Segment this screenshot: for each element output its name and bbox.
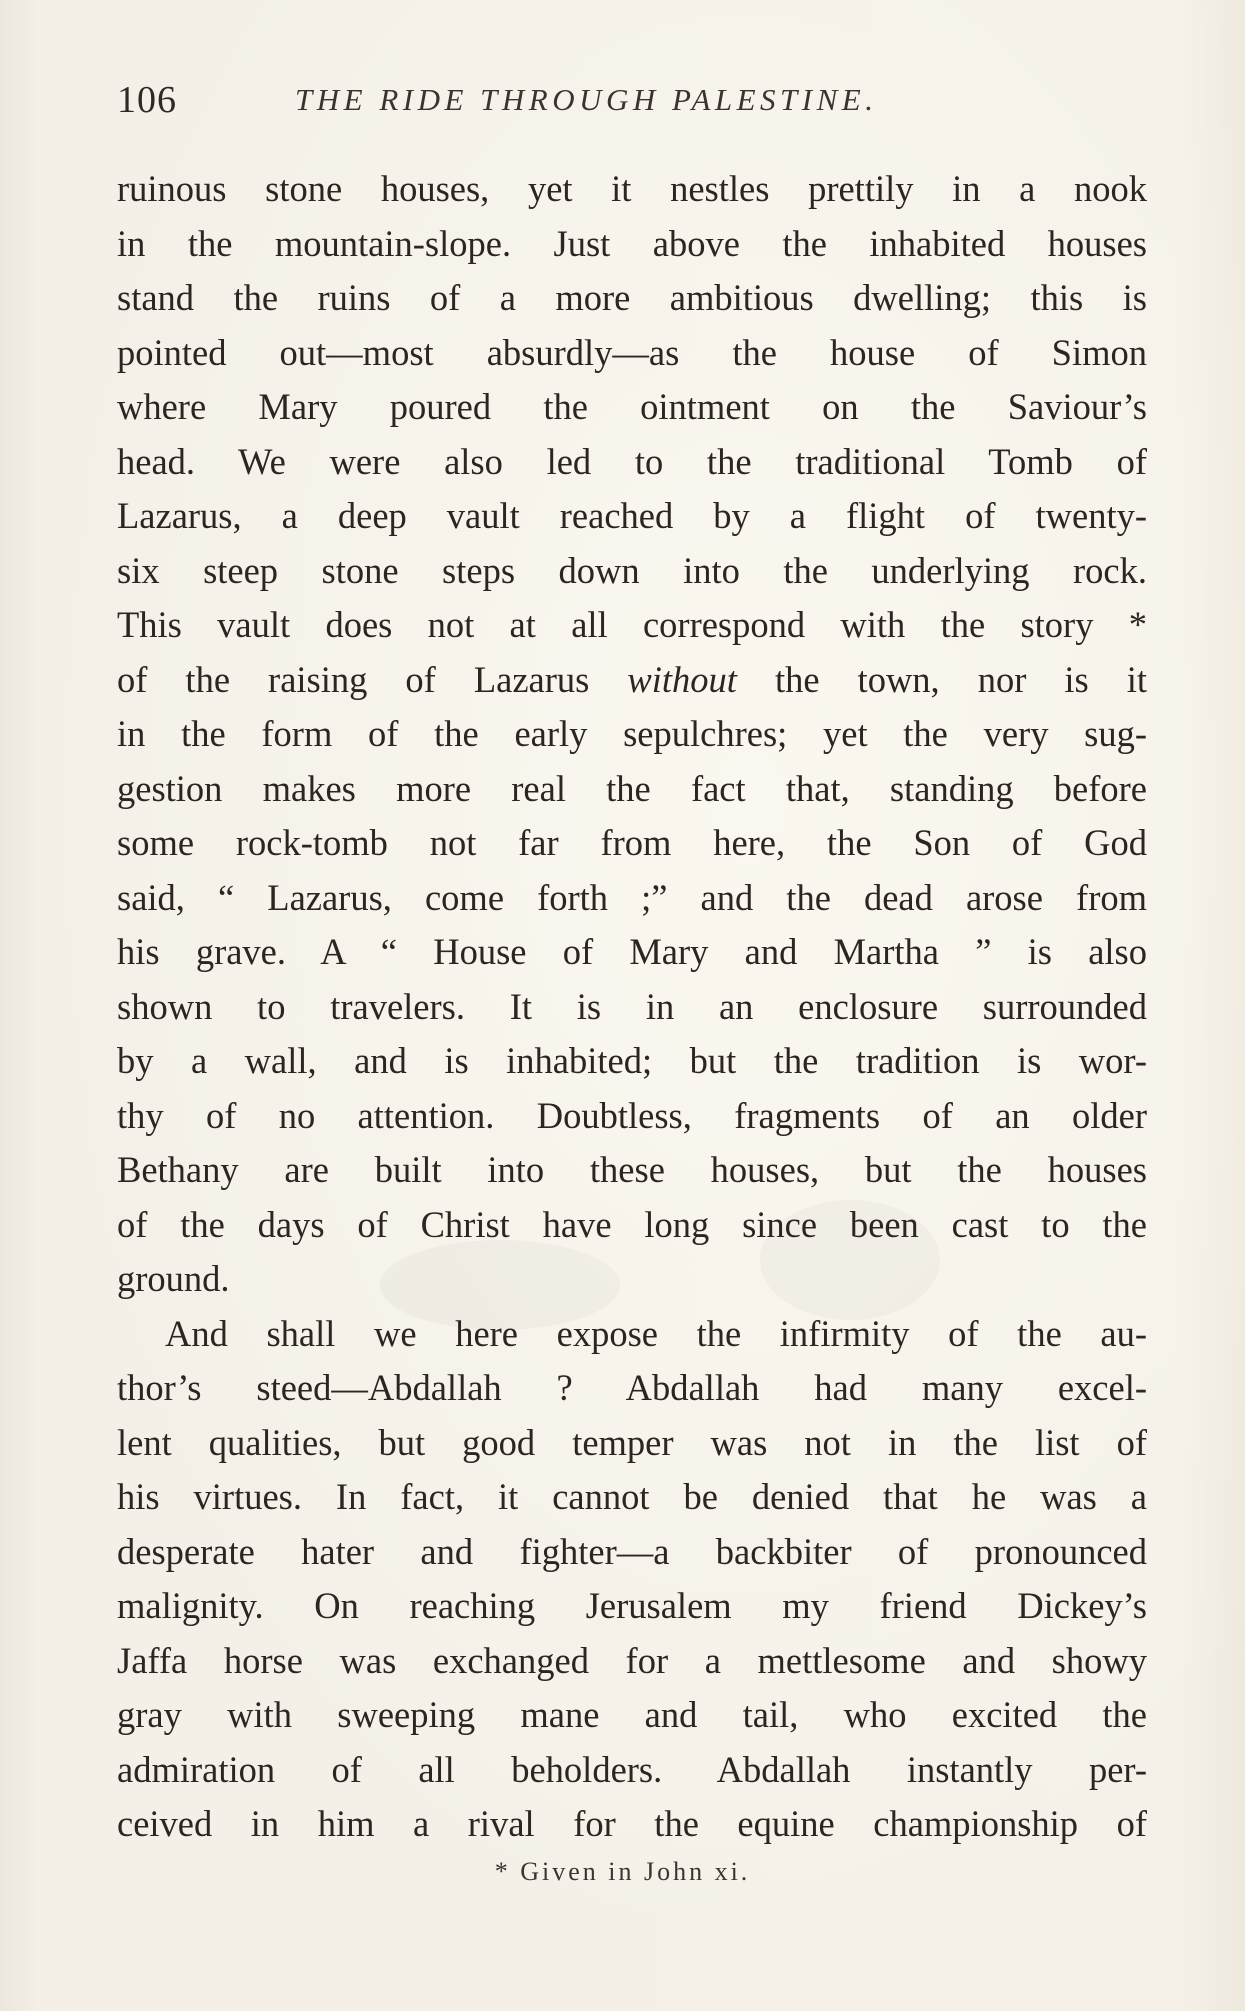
body-text (117, 162, 1147, 1852)
line-start: of the raising of Lazarus (117, 658, 590, 700)
text-line: This vault does not at all correspond with the story * (117, 604, 1147, 645)
text-line: desperate hater and fighter—a backbiter of pronounced (117, 1530, 1147, 1572)
line-end: the town, nor is it (774, 658, 1147, 700)
text-line: admiration of all beholders. Abdallah instantly per- (117, 1748, 1147, 1790)
text-line: his grave. A “ House of Mary and Martha ” is also (117, 931, 1147, 972)
footnote: * Given in John xi. (494, 1857, 751, 1886)
text-line: in the form of the early sepulchres; yet the very sug- (117, 713, 1147, 754)
text-line: said, “ Lazarus, come forth ;” and the dead arose from (117, 876, 1147, 918)
text-line: lent qualities, but good temper was not in the list of (117, 1421, 1147, 1463)
text-line: shown to travelers. It is in an enclosure surrounded (117, 985, 1147, 1027)
paragraph-start-line: And shall we here expose the infirmity of the au- (165, 1312, 1147, 1354)
text-line: his virtues. In fact, it cannot be denied that he was a (117, 1476, 1147, 1517)
text-line: ceived in him a rival for the equine championship of (117, 1803, 1147, 1844)
text-line: in the mountain-slope. Just above the inhabited houses (117, 222, 1147, 264)
page-number: 106 (117, 79, 177, 121)
text-line: some rock-tomb not far from here, the Son of God (117, 822, 1147, 863)
text-line: gray with sweeping mane and tail, who excited the (117, 1694, 1147, 1735)
text-line: thor’s steed—Abdallah ? Abdallah had many excel- (117, 1367, 1147, 1408)
text-line: gestion makes more real the fact that, standing before (117, 767, 1147, 809)
italic-word: without (627, 658, 737, 700)
text-line: six steep stone steps down into the underlying rock. (117, 549, 1147, 591)
text-line: head. We were also led to the traditional Tomb of (117, 440, 1147, 482)
text-line: Lazarus, a deep vault reached by a flight of twenty- (117, 495, 1147, 536)
text-line: where Mary poured the ointment on the Saviour’s (117, 386, 1147, 427)
text-line-with-italic (117, 653, 1147, 708)
text-line: ruinous stone houses, yet it nestles prettily in a nook (117, 168, 1147, 209)
text-line: thy of no attention. Doubtless, fragments of an older (117, 1094, 1147, 1136)
text-line: of the days of Christ have long since been cast to the (117, 1203, 1147, 1245)
running-title: THE RIDE THROUGH PALESTINE. (295, 82, 878, 117)
text-line: pointed out—most absurdly—as the house of Simon (117, 331, 1147, 373)
text-line: malignity. On reaching Jerusalem my friend Dickey’s (117, 1585, 1147, 1626)
paragraph-end-line: ground. (117, 1258, 230, 1299)
text-line: by a wall, and is inhabited; but the tradition is wor- (117, 1040, 1147, 1081)
text-line: Bethany are built into these houses, but the houses (117, 1149, 1147, 1190)
running-head (117, 78, 1147, 128)
text-line: Jaffa horse was exchanged for a mettlesome and showy (117, 1639, 1147, 1681)
text-line: stand the ruins of a more ambitious dwelling; this is (117, 277, 1147, 318)
